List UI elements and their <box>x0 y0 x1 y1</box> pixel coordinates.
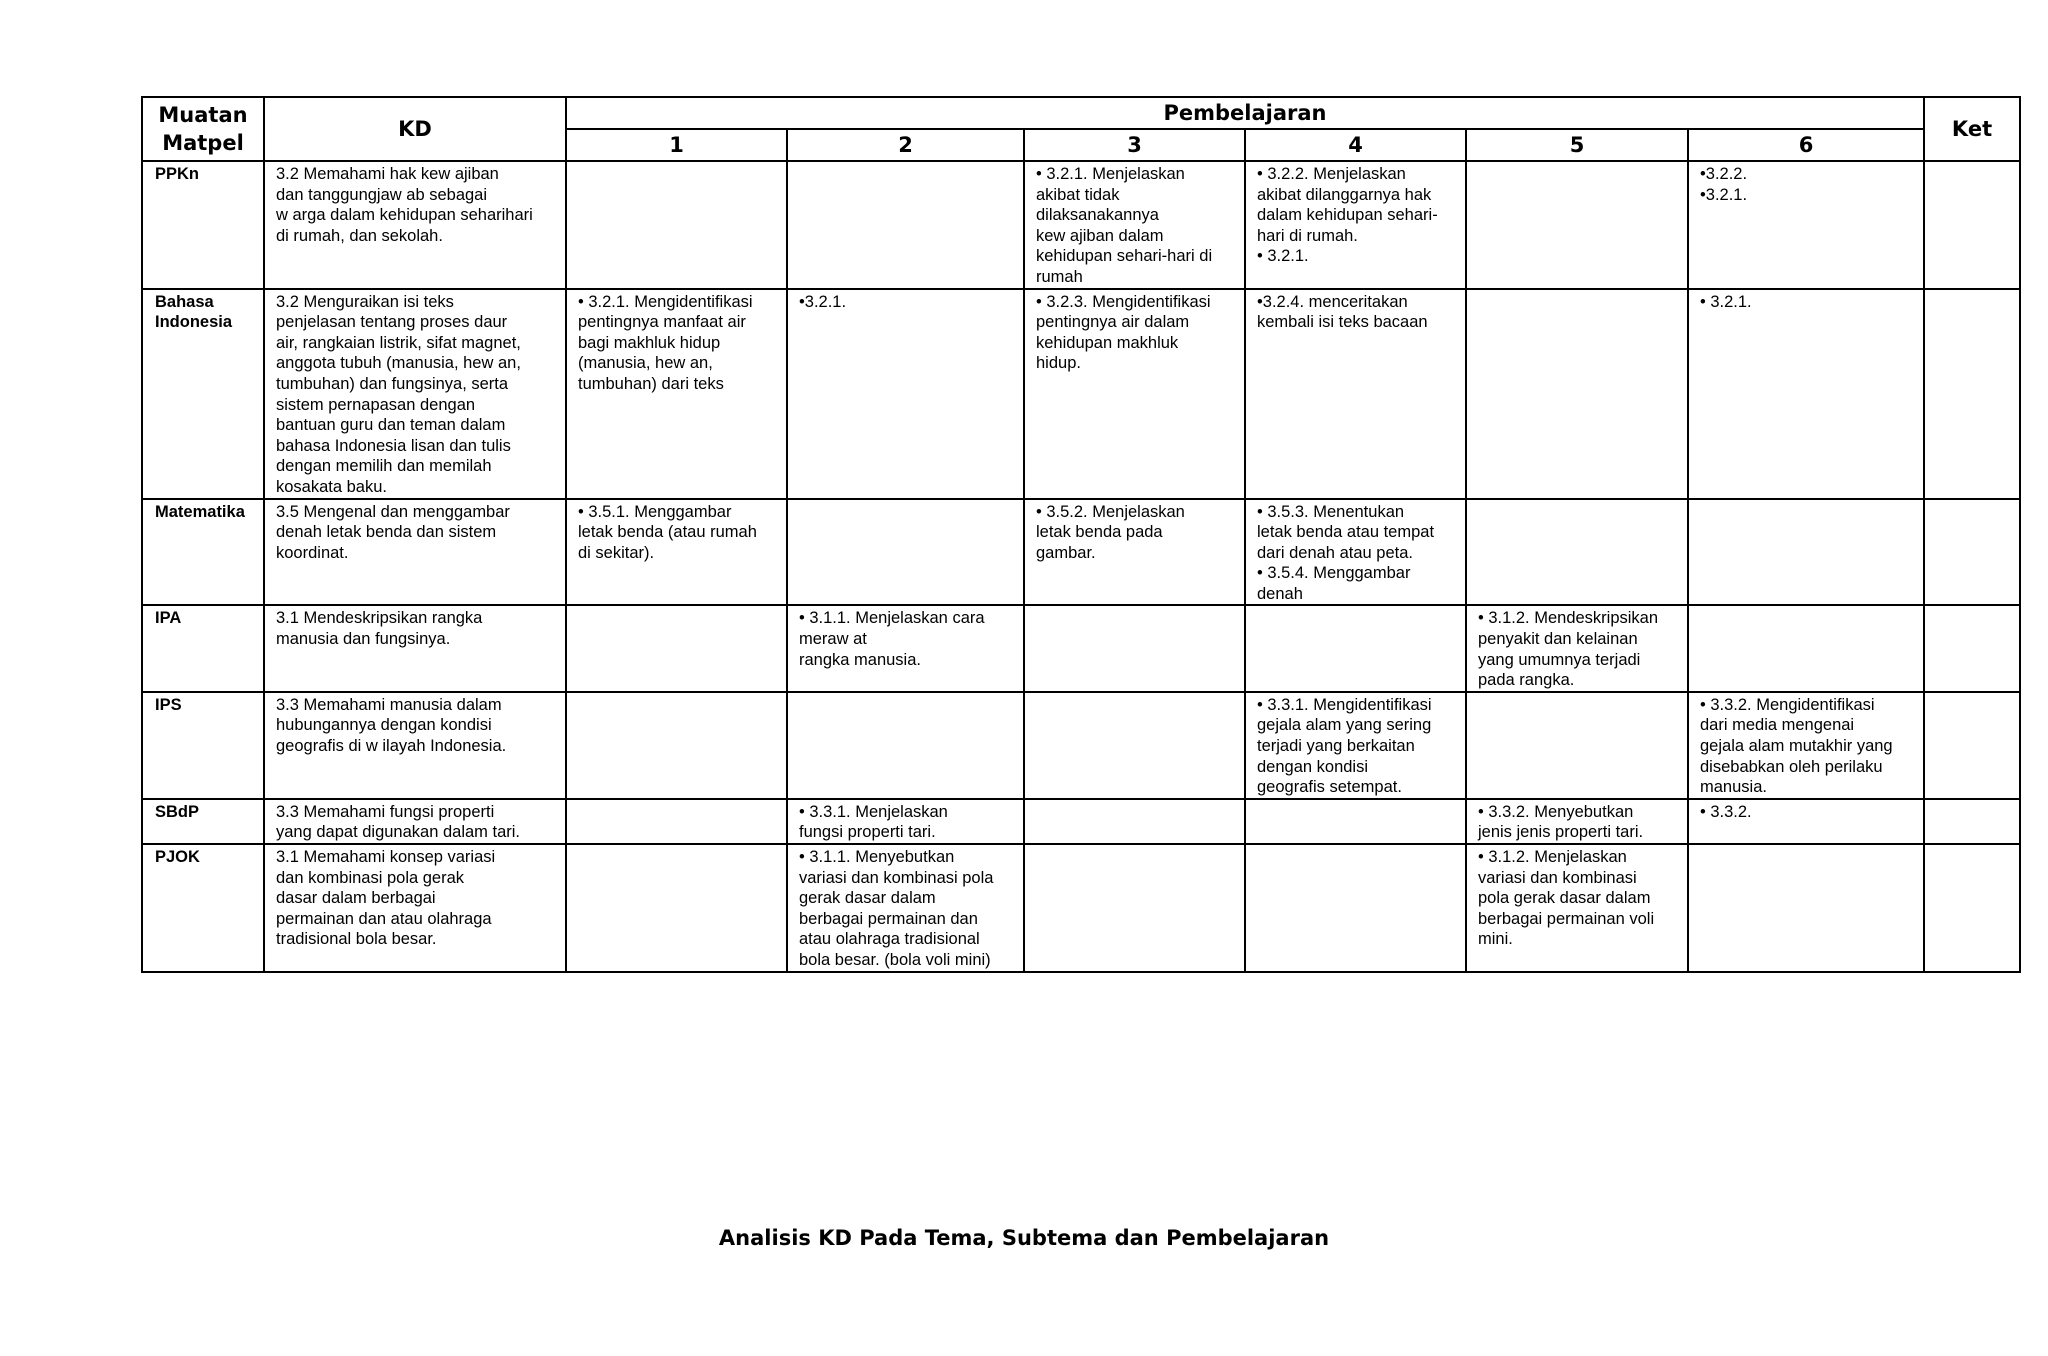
ket-cell <box>1924 844 2020 972</box>
ket-cell <box>1924 605 2020 691</box>
lesson-1-cell <box>566 605 787 691</box>
lesson-2-cell: • 3.1.1. Menyebutkan variasi dan kombinasi pola gerak dasar dalam berbagai permainan dan atau olahraga tradisional bola besar. (bola voli mini) <box>787 844 1024 972</box>
header-kd: KD <box>264 97 566 161</box>
lesson-4-cell: •3.2.4. menceritakan kembali isi teks bacaan <box>1245 289 1466 499</box>
lesson-6-cell: • 3.3.2. Mengidentifikasi dari media mengenai gejala alam mutakhir yang disebabkan oleh perilaku manusia. <box>1688 692 1924 799</box>
kd-cell: 3.1 Mendeskripsikan rangka manusia dan fungsinya. <box>264 605 566 691</box>
kd-cell: 3.2 Memahami hak kew ajiban dan tanggungjaw ab sebagai w arga dalam kehidupan seharihari di rumah, dan sekolah. <box>264 161 566 289</box>
lesson-5-cell <box>1466 499 1688 606</box>
lesson-1-cell: • 3.2.1. Mengidentifikasi pentingnya manfaat air bagi makhluk hidup (manusia, hew an, tumbuhan) dari teks <box>566 289 787 499</box>
lesson-5-cell <box>1466 289 1688 499</box>
lesson-2-cell: •3.2.1. <box>787 289 1024 499</box>
lesson-4-cell: • 3.3.1. Mengidentifikasi gejala alam yang sering terjadi yang berkaitan dengan kondisi geografis setempat. <box>1245 692 1466 799</box>
document-caption: Analisis KD Pada Tema, Subtema dan Pembelajaran <box>718 1226 1330 1250</box>
lesson-4-cell: • 3.5.3. Menentukan letak benda atau tempat dari denah atau peta. • 3.5.4. Menggambar denah <box>1245 499 1466 606</box>
header-lesson-1: 1 <box>566 129 787 161</box>
lesson-2-cell <box>787 499 1024 606</box>
table-row-bahasa-indonesia <box>142 289 2020 499</box>
lesson-6-cell <box>1688 605 1924 691</box>
subject-cell: Bahasa Indonesia <box>142 289 264 499</box>
lesson-6-cell: •3.2.2. •3.2.1. <box>1688 161 1924 289</box>
lesson-3-cell <box>1024 799 1245 844</box>
lesson-5-cell: • 3.3.2. Menyebutkan jenis jenis properti tari. <box>1466 799 1688 844</box>
lesson-2-cell <box>787 692 1024 799</box>
header-lesson-4: 4 <box>1245 129 1466 161</box>
lesson-5-cell <box>1466 161 1688 289</box>
table-row-sbdp <box>142 799 2020 844</box>
subject-cell: IPS <box>142 692 264 799</box>
subject-cell: Matematika <box>142 499 264 606</box>
lesson-6-cell: • 3.3.2. <box>1688 799 1924 844</box>
table-row-ips <box>142 692 2020 799</box>
table-row-matematika <box>142 499 2020 606</box>
lesson-2-cell: • 3.1.1. Menjelaskan cara meraw at rangka manusia. <box>787 605 1024 691</box>
ket-cell <box>1924 289 2020 499</box>
ket-cell <box>1924 499 2020 606</box>
lesson-3-cell: • 3.2.1. Menjelaskan akibat tidak dilaksanakannya kew ajiban dalam kehidupan sehari-hari di rumah <box>1024 161 1245 289</box>
lesson-6-cell <box>1688 844 1924 972</box>
lesson-1-cell: • 3.5.1. Menggambar letak benda (atau rumah di sekitar). <box>566 499 787 606</box>
lesson-6-cell <box>1688 499 1924 606</box>
kd-cell: 3.3 Memahami manusia dalam hubungannya dengan kondisi geografis di w ilayah Indonesia. <box>264 692 566 799</box>
lesson-5-cell: • 3.1.2. Menjelaskan variasi dan kombinasi pola gerak dasar dalam berbagai permainan voli mini. <box>1466 844 1688 972</box>
kd-analysis-table <box>141 96 2021 973</box>
ket-cell <box>1924 692 2020 799</box>
lesson-4-cell <box>1245 844 1466 972</box>
lesson-1-cell <box>566 161 787 289</box>
header-lesson-6: 6 <box>1688 129 1924 161</box>
lesson-2-cell <box>787 161 1024 289</box>
lesson-5-cell: • 3.1.2. Mendeskripsikan penyakit dan kelainan yang umumnya terjadi pada rangka. <box>1466 605 1688 691</box>
lesson-3-cell: • 3.5.2. Menjelaskan letak benda pada gambar. <box>1024 499 1245 606</box>
lesson-1-cell <box>566 692 787 799</box>
ket-cell <box>1924 799 2020 844</box>
header-lesson-3: 3 <box>1024 129 1245 161</box>
lesson-3-cell <box>1024 692 1245 799</box>
header-muatan-matpel: Muatan Matpel <box>142 97 264 161</box>
lesson-4-cell <box>1245 605 1466 691</box>
lesson-1-cell <box>566 799 787 844</box>
lesson-3-cell <box>1024 844 1245 972</box>
subject-cell: PPKn <box>142 161 264 289</box>
header-pembelajaran: Pembelajaran <box>566 97 1924 129</box>
lesson-6-cell: • 3.2.1. <box>1688 289 1924 499</box>
table-row-ipa <box>142 605 2020 691</box>
lesson-1-cell <box>566 844 787 972</box>
subject-cell: PJOK <box>142 844 264 972</box>
kd-cell: 3.3 Memahami fungsi properti yang dapat digunakan dalam tari. <box>264 799 566 844</box>
lesson-4-cell: • 3.2.2. Menjelaskan akibat dilanggarnya hak dalam kehidupan sehari- hari di rumah. • 3.2.1. <box>1245 161 1466 289</box>
lesson-2-cell: • 3.3.1. Menjelaskan fungsi properti tari. <box>787 799 1024 844</box>
table-row-ppkn <box>142 161 2020 289</box>
kd-cell: 3.5 Mengenal dan menggambar denah letak benda dan sistem koordinat. <box>264 499 566 606</box>
header-lesson-5: 5 <box>1466 129 1688 161</box>
lesson-4-cell <box>1245 799 1466 844</box>
subject-cell: SBdP <box>142 799 264 844</box>
lesson-3-cell: • 3.2.3. Mengidentifikasi pentingnya air dalam kehidupan makhluk hidup. <box>1024 289 1245 499</box>
header-ket: Ket <box>1924 97 2020 161</box>
kd-cell: 3.2 Menguraikan isi teks penjelasan tentang proses daur air, rangkaian listrik, sifat magnet, anggota tubuh (manusia, hew an, tumbuhan) dan fungsinya, serta sistem pernapasan dengan bantuan guru dan teman dalam bahasa Indonesia lisan dan tulis dengan memilih dan memilah kosakata baku. <box>264 289 566 499</box>
ket-cell <box>1924 161 2020 289</box>
lesson-3-cell <box>1024 605 1245 691</box>
header-lesson-2: 2 <box>787 129 1024 161</box>
kd-cell: 3.1 Memahami konsep variasi dan kombinasi pola gerak dasar dalam berbagai permainan dan atau olahraga tradisional bola besar. <box>264 844 566 972</box>
subject-cell: IPA <box>142 605 264 691</box>
table-row-pjok <box>142 844 2020 972</box>
header-row-top <box>142 97 2020 129</box>
lesson-5-cell <box>1466 692 1688 799</box>
